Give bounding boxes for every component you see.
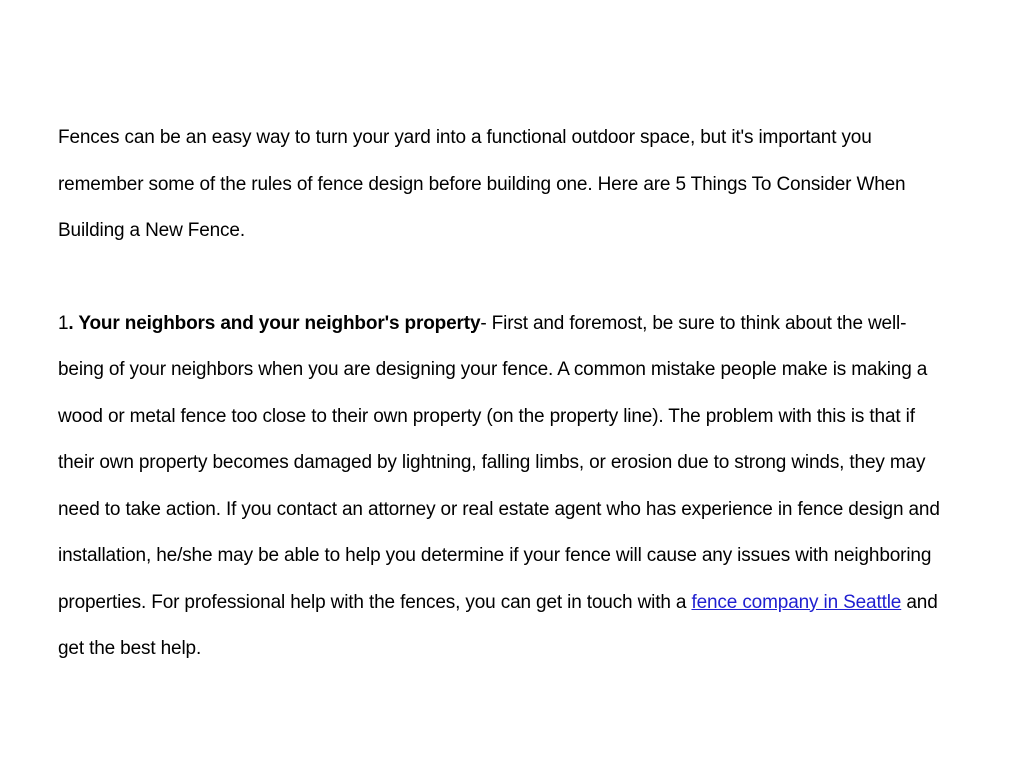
item-1-body: - First and foremost, be sure to think about the well-being of your neighbors when you are designing your fence. A common mistake people make is making a wood or metal fence too close to their own property (on the property line). The problem with this is that if their own property becomes damaged by lightning, falling limbs, or erosion due to strong winds, they may need to take action. If you contact an attorney or real estate agent who has experience in fence design and installation, he/she may be able to help you determine if your fence will cause any issues with neighboring properties. For professional help with the fences, you can get in touch with a [58,312,940,613]
item-1-paragraph [58,301,944,673]
intro-paragraph [58,115,944,255]
item-1-title: . Your neighbors and your neighbor's property [68,312,481,334]
fence-company-link[interactable]: fence company in Seattle [691,591,902,613]
item-1-number: 1 [58,312,69,334]
intro-text: Fences can be an easy way to turn your yard into a functional outdoor space, but it's important you remember some of the rules of fence design before building one. Here are 5 Things To Consider When Building a New Fence. [58,127,906,241]
item-1-body-end: and get the best help. [58,591,938,659]
